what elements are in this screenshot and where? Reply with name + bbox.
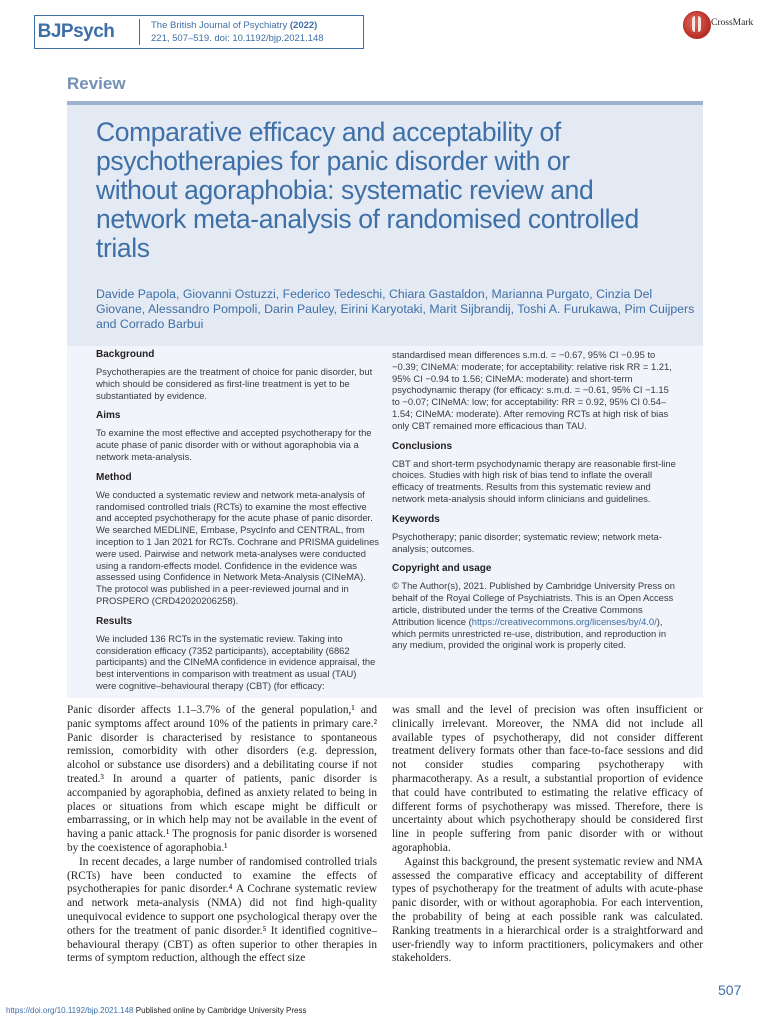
doi-link[interactable]: https://doi.org/10.1192/bjp.2021.148	[6, 1006, 134, 1015]
results-text-part1: We included 136 RCTs in the systematic review. Taking into consideration efficacy (7352 participants), acceptability (6862 participants) and the CINeMA confidence in evidence appraisal, the best interventions in comparison with treatment as usual (TAU) were cognitive–behavioural therapy (CBT) (for efficacy:	[96, 632, 376, 691]
results-heading: Results	[96, 615, 133, 627]
copyright-text	[392, 580, 678, 651]
keywords-text: Psychotherapy; panic disorder; systematic review; network meta-analysis; outcomes.	[392, 530, 662, 554]
section-label: Review	[67, 74, 126, 93]
copyright-heading: Copyright and usage	[392, 563, 492, 575]
copyright-text-after: ), which permits unrestricted re-use, distribution, and reproduction in any medium, provided the original work is properly cited.	[392, 615, 667, 651]
method-heading: Method	[96, 471, 132, 483]
aims-heading: Aims	[96, 410, 121, 422]
background-text: Psychotherapies are the treatment of choice for panic disorder, but which should be considered as first-line treatment is yet to be substantiated by evidence.	[96, 366, 373, 401]
abstract-left-column	[96, 349, 379, 701]
footer	[6, 1006, 306, 1015]
journal-header-box	[34, 15, 364, 49]
body-left-column	[67, 704, 377, 966]
article-title: Comparative efficacy and acceptability of psychotherapies for panic disorder with or without agoraphobia: systematic review and network meta-analysis of randomised controlled trials	[96, 117, 639, 263]
bjpsych-logo[interactable]: BJPsych	[37, 21, 115, 42]
abstract-right-column	[392, 349, 678, 660]
logo-divider	[139, 19, 140, 45]
journal-citation	[151, 19, 361, 45]
author-list: Davide Papola, Giovanni Ostuzzi, Federico Tedeschi, Chiara Gastaldon, Marianna Purgato, Cinzia Del Giovane, Alessandro Pompoli, Darin Pauley, Eirini Karyotaki, Marit Sijbrandij, Toshi A. Furukawa, Pim Cuijpers and Corrado Barbui	[96, 287, 695, 331]
aims-text: To examine the most effective and accepted psychotherapy for the acute phase of panic disorder with or without agoraphobia via a network meta-analysis.	[96, 427, 372, 462]
body-paragraph: Panic disorder affects 1.1–3.7% of the general population,¹ and panic symptoms affect around 10% of the patients in primary care.² Panic disorder is characterised by resistance to spontaneous remission, comorbidity with other disorders (e.g. depression, alcohol or substance use disorders) and a debilitating course if not treated.³ In around a quarter of patients, panic disorder is accompanied by agoraphobia, defined as anxiety related to being in places or situations from which escape might be difficult or embarrassing, or in which help may not be available in the event of having a panic attack.¹ The prognosis for panic disorder is worsened by the coexistence of agoraphobia.¹	[67, 704, 377, 854]
keywords-heading: Keywords	[392, 513, 440, 525]
license-link[interactable]: https://creativecommons.org/licenses/by/4.0/	[471, 615, 657, 627]
crossmark-label[interactable]: CrossMark	[711, 18, 754, 28]
published-online-text: Published online by Cambridge University Press	[133, 1006, 307, 1015]
method-text: We conducted a systematic review and network meta-analysis of randomised controlled trials (RCTs) to examine the most effective and accepted psychotherapy for the acute phase of panic disorder. We searched MEDLINE, Embase, PsycInfo and CENTRAL, from inception to 1 Jan 2021 for RCTs. Cochrane and PRISMA guidelines were used. Pairwise and network meta-analyses were conducted using a random-effects model. Confidence in the evidence was assessed using Confidence in Network Meta-Analysis (CINeMA). The protocol was published in a peer-reviewed journal and in PROSPERO (CRD42020206258).	[96, 488, 379, 606]
body-paragraph: In recent decades, a large number of randomised controlled trials (RCTs) have been conducted to examine the effects of psychotherapies for panic disorder.⁴ A Cochrane systematic review and network meta-analysis (NMA) did not find high-quality unequivocal evidence to support one psychological therapy over the others for the treatment of panic disorder.⁵ It identified cognitive–behavioural therapy (CBT) as often superior to other therapies in terms of symptom reduction, although the effect size	[67, 855, 377, 965]
background-heading: Background	[96, 349, 155, 360]
results-text-part2: standardised mean differences s.m.d. = −0.67, 95% CI −0.95 to −0.39; CINeMA: moderate; for acceptability: relative risk RR = 1.21, 95% CI −0.94 to 1.56; CINeMA: moderate) and short-term psychodynamic therapy (for efficacy: s.m.d. = −0.61, 95% CI −1.15 to −0.07; CINeMA: low; for acceptability: RR = 0.92, 95% CI 0.54–1.54; CINeMA: moderate). After removing RCTs at high risk of bias only CBT remained more efficacious than TAU.	[392, 349, 672, 431]
crossmark-icon[interactable]	[683, 11, 711, 39]
body-paragraph: Against this background, the present systematic review and NMA assessed the comparative efficacy and acceptability of different types of psychotherapy for the treatment of adults with acute-phase panic disorder, with or without agoraphobia. For each intervention, the probability of being at each possible rank was calculated. Ranking treatments in a hierarchical order is a straightforward and user-friendly way to inform practitioners, policymakers and other stakeholders.	[392, 855, 703, 965]
journal-year: (2022)	[289, 20, 318, 31]
copyright-text-before: © The Author(s), 2021. Published by Cambridge University Press on behalf of the Royal College of Psychiatrists. This is an Open Access article, distributed under the terms of the Creative Commons Attribution licence (	[392, 580, 675, 627]
body-paragraph: was small and the level of precision was often insufficient or clinically irrelevant. Moreover, the NMA did not include all available types of psychotherapy, did not consider different treatment delivery formats other than face-to-face sessions and did not consider studies comparing psychotherapy with pharmacotherapy. As a result, a substantial proportion of evidence that could have contributed to estimating the relative efficacy of different forms of psychotherapy was missed. Therefore, there is uncertainty about which psychotherapy should be considered first line in people suffering from panic disorder with or without agoraphobia.	[392, 704, 703, 854]
page-number: 507	[718, 982, 742, 998]
journal-name: The British Journal of Psychiatry	[151, 20, 288, 31]
conclusions-heading: Conclusions	[392, 440, 453, 452]
body-right-column	[392, 704, 703, 966]
citation-doi[interactable]: 221, 507–519. doi: 10.1192/bjp.2021.148	[151, 33, 324, 44]
conclusions-text: CBT and short-term psychodynamic therapy are reasonable first-line choices. Studies with high risk of bias tend to inflate the overall efficacy of treatments. Results from this systematic review and network meta-analysis should inform clinicians and guidelines.	[392, 457, 676, 504]
